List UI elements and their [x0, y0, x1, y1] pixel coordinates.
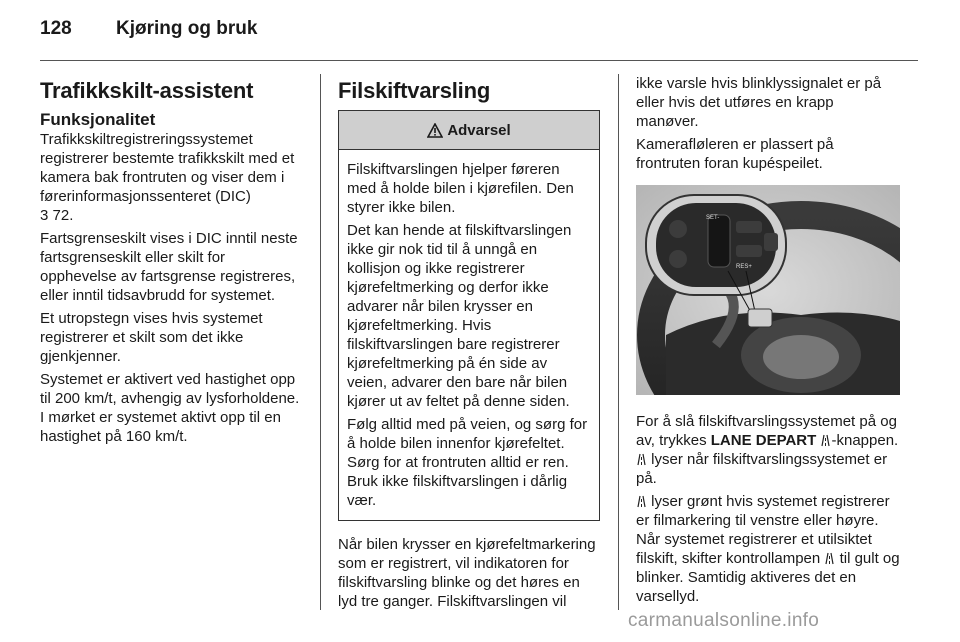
page-number: 128 [40, 18, 72, 39]
warning-box [338, 110, 600, 521]
warning-title: Advarsel [447, 121, 511, 139]
paragraph-text: Trafikkskiltregistreringssystemet registrerer bestemte trafikkskilt med et kamera bak frontruten og viser dem i førerinformasjonssenteret (DIC) [40, 131, 295, 205]
lane-departure-icon [636, 453, 647, 466]
column-3 [636, 74, 900, 610]
paragraph: Følg alltid med på veien, og sørg for å holde bilen innenfor kjørefeltet. Sørg for at frontruten alltid er ren. Bruk ikke filskiftvarslingen i dårlig vær. [347, 416, 588, 509]
subsection-heading: Funksjonalitet [40, 110, 156, 129]
steering-wheel-photo [636, 185, 900, 395]
page-header [40, 18, 257, 40]
warning-triangle-icon [427, 123, 443, 138]
column-1 [40, 74, 302, 450]
svg-text:SET-: SET- [706, 215, 720, 221]
svg-text:RES+: RES+ [736, 264, 752, 270]
paragraph [636, 492, 900, 606]
paragraph: Et utropstegn vises hvis systemet registrerer et skilt som det ikke gjenkjenner. [40, 310, 263, 365]
lane-depart-button-label: LANE DEPART [710, 432, 817, 449]
paragraph: Det kan hende at filskiftvarslingen ikke gir nok tid til å unngå en kollisjon og ikke registrerer kjørefeltmerking og derfor ikke advarer når bilen krysser en kjørefeltmerking. Hvis filskiftvarslingen bare registrerer kjørefeltmerking på én side av veien, advarer den bare når bilen kjører ut av feltet på denne siden. [347, 222, 572, 410]
column-divider [618, 74, 619, 610]
paragraph: Når bilen krysser en kjørefeltmarkering som er registrert, vil indikatoren for filskiftvarsling blinke og det høres en lyd tre ganger. Filskiftvarslingen vil [338, 536, 596, 610]
watermark: carmanualsonline.info [628, 610, 820, 631]
column-divider [320, 74, 321, 610]
paragraph [40, 130, 302, 225]
lane-departure-icon [820, 434, 831, 447]
paragraph: Systemet er aktivert ved hastighet opp til 200 km/t, avhengig av lysforholdene. I mørket er systemet aktivt opp til en hastighet på 160 km/t. [40, 371, 300, 445]
paragraph-text: til gult og blinker. Samtidig aktiveres det en varsellyd. [636, 550, 900, 605]
section-heading: Filskiftvarsling [338, 78, 491, 103]
section-title: Kjøring og bruk [116, 18, 258, 39]
paragraph-text: lyser når filskiftvarslingssystemet er på. [636, 451, 888, 487]
paragraph: ikke varsle hvis blinklyssignalet er på eller hvis det utføres en krapp manøver. [636, 75, 882, 130]
warning-header [339, 111, 599, 150]
lane-departure-icon [824, 552, 835, 565]
paragraph: Filskiftvarslingen hjelper føreren med å holde bilen i kjørefilen. Den styrer ikke bilen. [347, 161, 574, 216]
page-reference-link[interactable]: 3 72. [40, 207, 74, 224]
paragraph: Kamerafløleren er plassert på frontruten foran kupéspeilet. [636, 136, 834, 172]
column-2 [338, 74, 600, 615]
section-heading: Trafikkskilt-assistent [40, 78, 254, 103]
warning-body [339, 150, 599, 520]
paragraph [636, 412, 900, 488]
paragraph: Fartsgrenseskilt vises i DIC inntil neste fartsgrenseskilt eller skilt for opphevelse av fartsgrense registreres, eller inntil tidsavbrudd for systemet. [40, 230, 298, 304]
paragraph-text: lyser grønt hvis systemet registrerer er filmarkering til venstre eller høyre. Når systemet registrerer et utilsiktet filskift, skifter kontrollampen [636, 493, 890, 567]
paragraph-text: -knappen. [831, 432, 899, 449]
paragraph-text: For å slå filskiftvarslingssystemet på og av, trykkes [636, 413, 897, 449]
header-rule [40, 60, 918, 61]
lane-departure-icon [636, 495, 647, 508]
